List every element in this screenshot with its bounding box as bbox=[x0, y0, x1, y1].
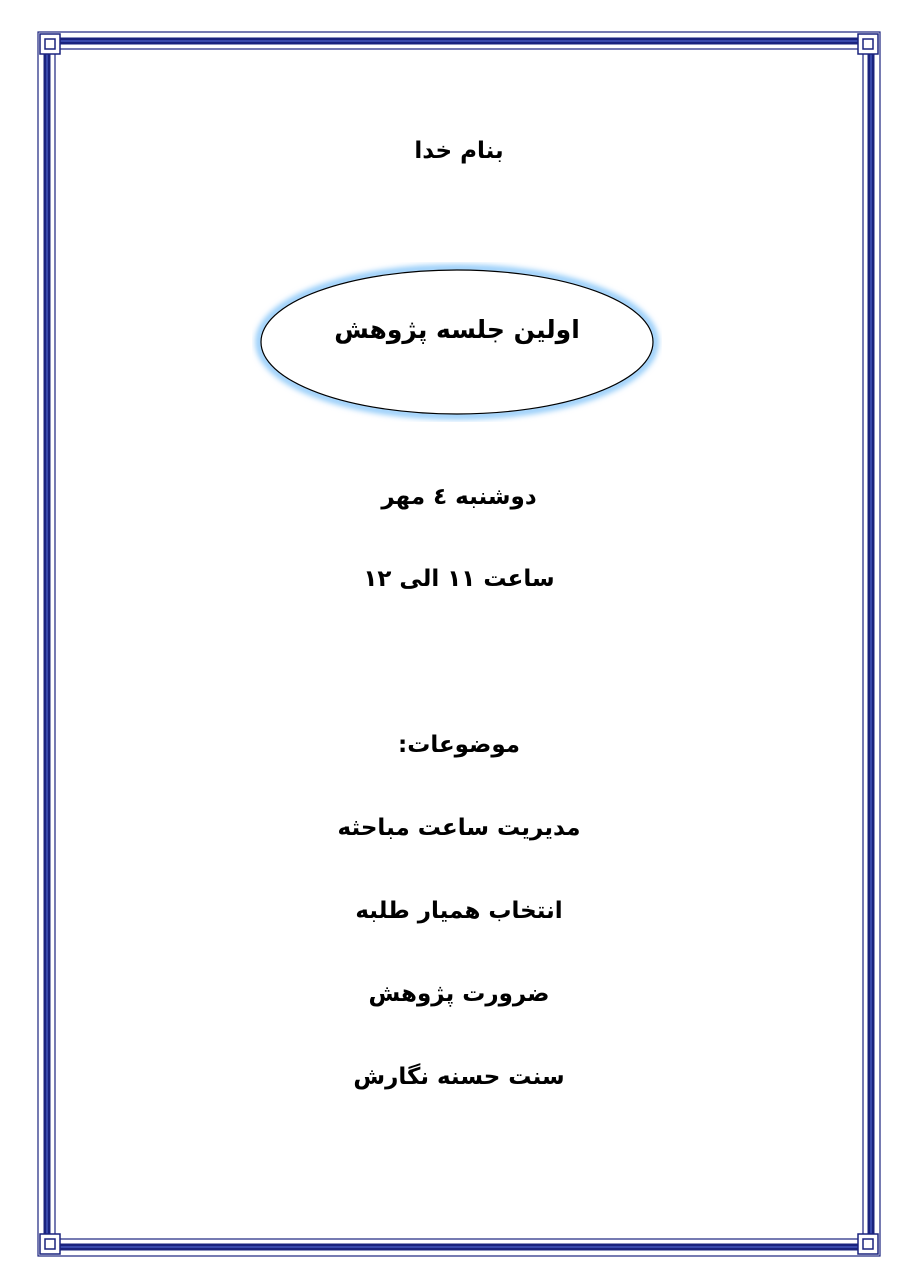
topic-item: ضرورت پژوهش bbox=[368, 981, 550, 1007]
page-heading: بنام خدا bbox=[414, 138, 504, 164]
corner-square-ornament-icon bbox=[40, 1234, 60, 1254]
document-title: اولین جلسه پژوهش bbox=[334, 315, 580, 344]
topic-item: سنت حسنه نگارش bbox=[353, 1064, 565, 1090]
corner-square-ornament-icon bbox=[40, 34, 60, 54]
meeting-date: دوشنبه ٤ مهر bbox=[381, 484, 537, 510]
corner-square-ornament-icon bbox=[858, 34, 878, 54]
corner-square-ornament-icon bbox=[858, 1234, 878, 1254]
topic-item: انتخاب همیار طلبه bbox=[355, 898, 563, 924]
topics-label: موضوعات: bbox=[398, 732, 520, 758]
topic-item: مدیریت ساعت مباحثه bbox=[337, 815, 581, 841]
meeting-time: ساعت ۱۱ الی ۱۲ bbox=[363, 566, 555, 592]
